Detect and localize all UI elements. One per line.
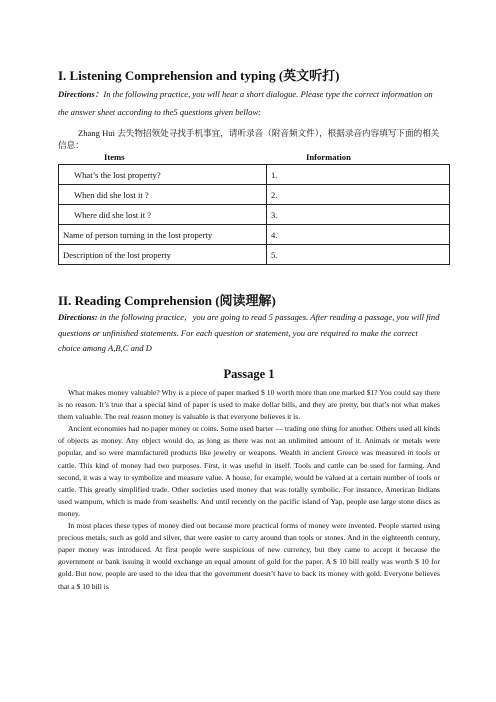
info-cell[interactable]: 5.: [267, 245, 450, 265]
info-cell[interactable]: 2.: [267, 185, 450, 205]
table-row: [59, 165, 450, 185]
info-cell[interactable]: 3.: [267, 205, 450, 225]
item-cell: What’s the lost property?: [59, 165, 267, 185]
passage-body: [58, 387, 440, 593]
section1-title: I. Listening Comprehension and typing (英文听打): [58, 68, 340, 83]
section1-directions: [58, 86, 440, 121]
section2-title: II. Reading Comprehension (阅读理解): [58, 293, 276, 308]
item-cell: Where did she lost it ?: [59, 205, 267, 225]
passage-paragraph: What makes money valuable? Why is a piece of paper marked $ 10 worth more than one marked $1? You could say there is no reason. It’s true that a special kind of paper is used to make dollar bills, and they are pretty, but that’s not what makes them valuable. The real reason money is valuable is that everyone believes it is.: [58, 388, 440, 422]
section2-directions-label: Directions:: [58, 312, 98, 322]
answer-table: [58, 164, 450, 265]
passage-paragraph: Ancient economies had no paper money or coins. Some used barter — trading one thing for another. Others used all kinds of objects as money. Any object would do, as long as there was not an unlimited amount of it. Animals or metals were popular, and so were manufactured products like jewelry or weapons. Wealth in ancient Greece was measured in tools or cattle. This kind of money had two purposes. First, it was useful in itself. Tools and cattle can be used for farming. And second, it was a way to symbolize and measure value. A house, for example, would be valued at a certain number of tools or cattle. This greatly simplified trade. Other societies used money that was totally symbolic. For instance, American Indians used wampum, which is made from seashells. And until recently on the pacific island of Yap, people use large stone discs as money.: [58, 424, 440, 518]
passage-title: Passage 1: [223, 367, 275, 381]
table-row: [59, 205, 450, 225]
section1-task: Zhang Hui 去失物招领处寻找手机事宜，请听录音（附音频文件），根据录音内容填写下面的相关信息：: [58, 128, 440, 150]
col-information-header: Information: [306, 152, 351, 162]
info-cell[interactable]: 1.: [267, 165, 450, 185]
section2-directions-text: in the following practice，you are going to read 5 passages. After reading a passage, you will find questions or unfinished statements. For each question or statement, you are required to make the correct choice among A,B,C and D: [58, 312, 440, 353]
col-items-header: Items: [104, 152, 125, 162]
section2-directions: [58, 310, 440, 357]
table-row: [59, 185, 450, 205]
passage-paragraph: In most places these types of money died out because more practical forms of money were invented. People started using precious metals, such as gold and silver, that were easier to carry around than tools or stones. And in the eighteenth century, paper money was introduced. At first people were suspicious of new currency, but they came to accept it because the government or bank issuing it would exchange an equal amount of gold for the paper. A $ 10 bill really was worth $ 10 for gold. But now, people are used to the idea that the government doesn’t have to back its money with gold. Everyone believes that a $ 10 bill is: [58, 521, 440, 591]
info-cell[interactable]: 4.: [267, 225, 450, 245]
table-row: [59, 225, 450, 245]
item-cell: Name of person turning in the lost property: [59, 225, 267, 245]
item-cell: When did she lost it ?: [59, 185, 267, 205]
item-cell: Description of the lost property: [59, 245, 267, 265]
table-row: [59, 245, 450, 265]
section1-directions-text: In the following practice, you will hear a short dialogue. Please type the correct information on the answer sheet according to the5 questions given bellow:: [58, 89, 433, 117]
section1-directions-label: Directions：: [58, 89, 104, 99]
